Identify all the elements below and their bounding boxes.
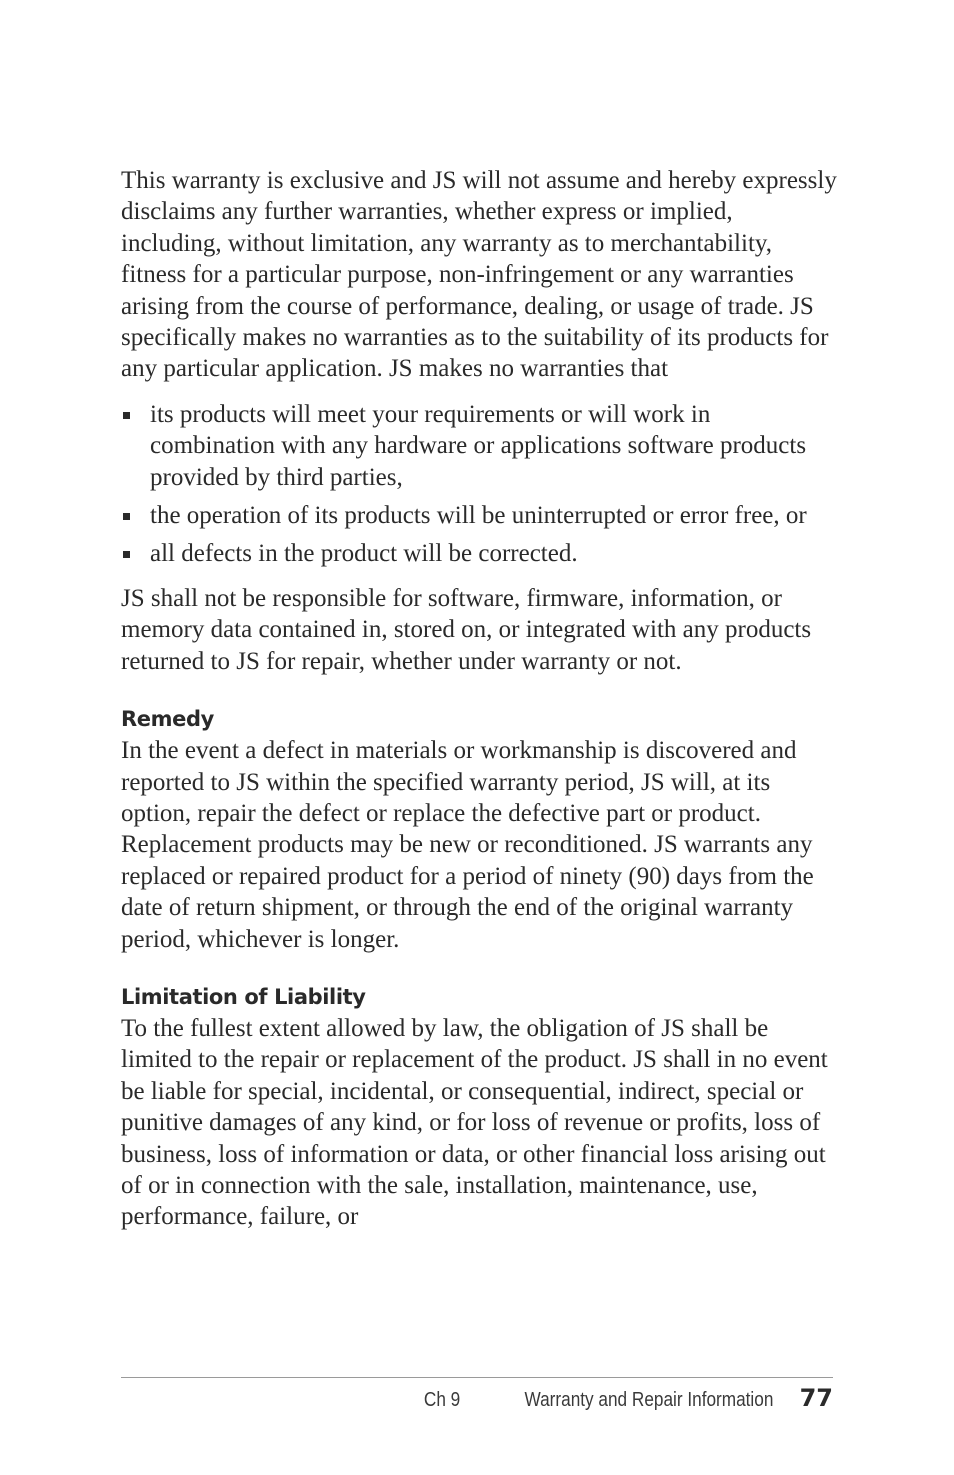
list-item-text: its products will meet your requirements or will work in combination with any hardware or applications software products provided by third parties, — [150, 400, 807, 491]
limitation-heading: Limitation of Liability — [121, 984, 366, 1009]
footer-divider — [121, 1377, 833, 1378]
list-item-text: the operation of its products will be uninterrupted or error free, or — [150, 502, 807, 530]
responsibility-paragraph: JS shall not be responsible for software, firmware, information, or memory data contained in, stored on, or integrated with any products returned to JS for repair, whether under warranty or not. — [121, 584, 812, 675]
page-body — [121, 165, 837, 1233]
square-bullet-icon — [123, 513, 130, 520]
list-item — [121, 500, 837, 531]
remedy-heading: Remedy — [121, 707, 214, 732]
limitation-paragraph: To the fullest extent allowed by law, the obligation of JS shall be limited to the repair or replacement of the product. JS shall in no event be liable for special, incidental, or consequential, indirect, special or punitive damages of any kind, or for loss of revenue or profits, loss of business, loss of information or data, or other financial loss arising out of or in connection with the sale, installation, maintenance, use, performance, failure, or — [121, 1014, 828, 1231]
no-warranty-list — [121, 399, 837, 570]
footer-chapter: Ch 9 — [423, 1389, 461, 1411]
footer-section-title: Warranty and Repair Information — [524, 1389, 774, 1411]
page-number: 77 — [799, 1384, 833, 1412]
remedy-paragraph: In the event a defect in materials or workmanship is discovered and reported to JS within the specified warranty period, JS will, at its option, repair the defect or replace the defective part or product. Replacement products may be new or reconditioned. JS warrants any replaced or repaired product for a period of ninety (90) days from the date of return shipment, or through the end of the original warranty period, whichever is longer. — [121, 737, 814, 953]
square-bullet-icon — [123, 551, 130, 558]
square-bullet-icon — [123, 412, 130, 419]
page-footer — [418, 1384, 833, 1412]
warranty-disclaimer-paragraph: This warranty is exclusive and JS will not assume and hereby expressly disclaims any further warranties, whether express or implied, including, without limitation, any warranty as to merchantability, fitness for a particular purpose, non-infringement or any warranties arising from the course of performance, dealing, or usage of trade. JS specifically makes no warranties as to the suitability of its products for any particular application. JS makes no warranties that — [121, 167, 837, 383]
list-item — [121, 538, 837, 569]
list-item-text: all defects in the product will be corrected. — [150, 540, 578, 568]
list-item — [121, 399, 837, 493]
